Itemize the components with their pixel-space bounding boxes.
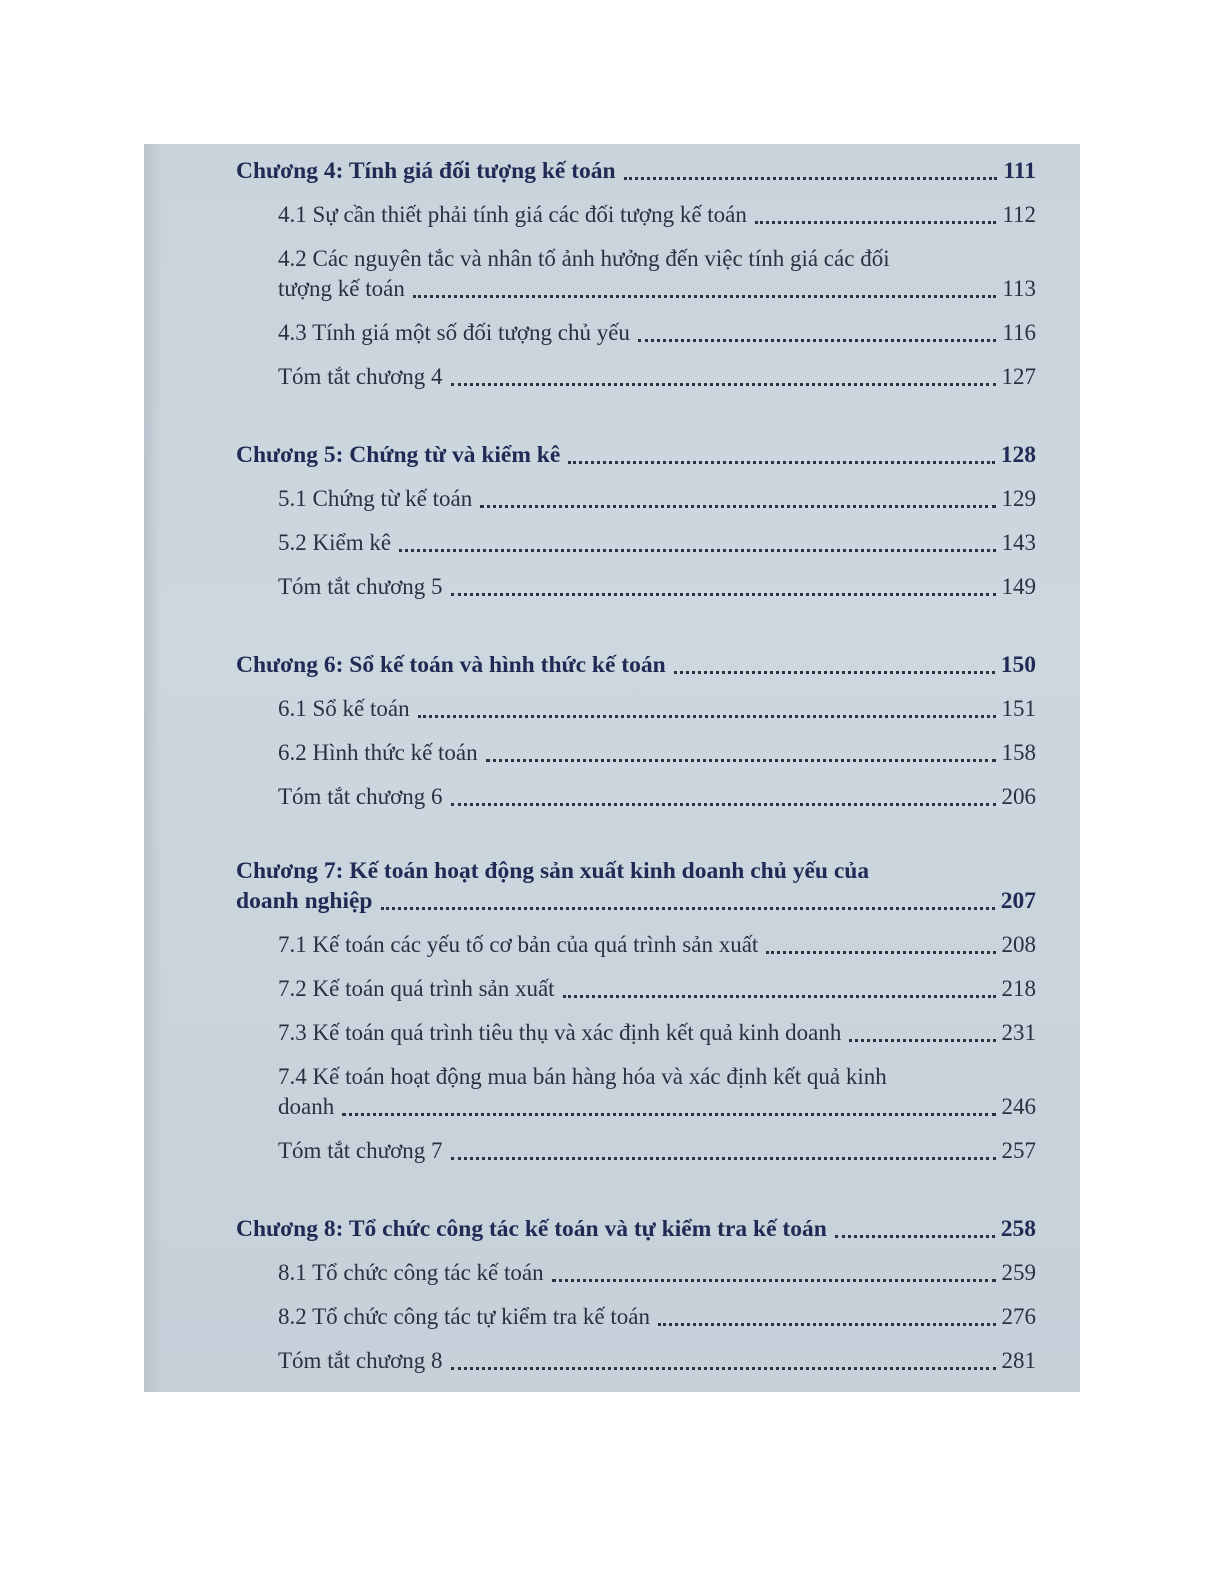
toc-entry-title: 7.1 Kế toán các yếu tố cơ bản của quá trình sản xuất [278,932,759,957]
toc-chapter-5 [236,440,1036,470]
toc-page-number: 112 [1002,202,1036,227]
toc-entry-title: 7.3 Kế toán quá trình tiêu thụ và xác định kết quả kinh doanh [278,1020,842,1045]
toc-chapter-4 [236,156,1036,186]
toc-summary-4 [236,362,1036,392]
toc-entry-title: doanh nghiệp [236,888,373,914]
toc-page-number: 150 [1000,652,1036,678]
leader-dots [480,493,995,508]
leader-dots [486,747,996,762]
toc-section-4-2 [236,244,1036,304]
toc-page-number: 113 [1002,276,1036,301]
toc-entry-title: 4.1 Sự cần thiết phải tính giá các đối tượng kế toán [278,202,747,227]
toc-entry-title: Chương 8: Tổ chức công tác kế toán và tự kiểm tra kế toán [236,1216,827,1242]
toc-entry-title: doanh [278,1094,335,1119]
leader-dots [451,371,996,386]
toc-section-5-1 [236,484,1036,514]
toc-chapter-7 [236,856,1036,916]
toc-entry-title: 5.1 Chứng từ kế toán [278,486,473,511]
leader-dots [451,581,996,596]
toc-page-number: 151 [1001,696,1036,721]
leader-dots [755,209,996,224]
toc-page-number: 111 [1003,158,1036,184]
toc-entry-title: Tóm tắt chương 7 [278,1138,443,1163]
toc-section-4-3 [236,318,1036,348]
leader-dots [638,327,996,342]
toc-entry-title: Chương 5: Chứng từ và kiểm kê [236,442,561,468]
toc-page-number: 207 [1000,888,1036,914]
leader-dots [552,1267,996,1282]
toc-entry-title: Tóm tắt chương 8 [278,1348,443,1373]
toc-entry-line: Chương 7: Kế toán hoạt động sản xuất kinh doanh chủ yếu của [236,858,870,884]
toc-summary-6 [236,782,1036,812]
toc-page-number: 149 [1001,574,1036,599]
toc-entry-line: 4.2 Các nguyên tắc và nhân tố ảnh hưởng đến việc tính giá các đối [278,246,890,271]
toc-section-8-2 [236,1302,1036,1332]
leader-dots [849,1027,995,1042]
leader-dots [381,895,995,910]
toc-entry-line: 7.4 Kế toán hoạt động mua bán hàng hóa và xác định kết quả kinh [278,1064,887,1089]
toc-entry-title: 7.2 Kế toán quá trình sản xuất [278,976,555,1001]
leader-dots [413,283,997,298]
toc-entry-title: Tóm tắt chương 4 [278,364,443,389]
toc-entry-title: tượng kế toán [278,276,405,301]
toc-page-number: 259 [1001,1260,1036,1285]
leader-dots [835,1223,995,1238]
toc-page-number: 276 [1001,1304,1036,1329]
scanned-page [144,144,1080,1392]
toc-summary-8 [236,1346,1036,1376]
toc-page-number: 127 [1001,364,1036,389]
toc-chapter-6 [236,650,1036,680]
toc-entry-title: 8.2 Tổ chức công tác tự kiểm tra kế toán [278,1304,650,1329]
toc-page-number: 258 [1000,1216,1036,1242]
leader-dots [563,983,996,998]
toc-entry-title: Tóm tắt chương 6 [278,784,443,809]
toc-entry-title: 5.2 Kiểm kê [278,530,392,555]
toc-page-number: 158 [1001,740,1036,765]
leader-dots [568,449,994,464]
toc-section-5-2 [236,528,1036,558]
toc-page-number: 246 [1001,1094,1036,1119]
leader-dots [451,791,996,806]
toc-chapter-8 [236,1214,1036,1244]
leader-dots [624,165,998,180]
toc-page-number: 116 [1002,320,1036,345]
toc-summary-5 [236,572,1036,602]
toc-entry-title: 4.3 Tính giá một số đối tượng chủ yếu [278,320,630,345]
toc-entry-title: Chương 6: Sổ kế toán và hình thức kế toán [236,652,666,678]
leader-dots [451,1145,996,1160]
toc-section-8-1 [236,1258,1036,1288]
toc-entry-title: 6.2 Hình thức kế toán [278,740,478,765]
leader-dots [451,1355,996,1370]
leader-dots [399,537,995,552]
toc-page-number: 128 [1000,442,1036,468]
toc-section-6-1 [236,694,1036,724]
toc-section-4-1 [236,200,1036,230]
toc-summary-7 [236,1136,1036,1166]
toc-section-7-2 [236,974,1036,1004]
table-of-contents [236,154,1036,1376]
leader-dots [766,939,995,954]
toc-page-number: 218 [1001,976,1036,1001]
toc-entry-title: Chương 4: Tính giá đối tượng kế toán [236,158,616,184]
toc-page-number: 281 [1001,1348,1036,1373]
toc-entry-title: Tóm tắt chương 5 [278,574,443,599]
toc-page-number: 206 [1001,784,1036,809]
toc-section-7-3 [236,1018,1036,1048]
toc-page-number: 231 [1001,1020,1036,1045]
leader-dots [674,659,995,674]
toc-entry-continuation [236,886,1036,916]
toc-section-7-4 [236,1062,1036,1122]
toc-entry-title: 8.1 Tổ chức công tác kế toán [278,1260,544,1285]
toc-page-number: 129 [1001,486,1036,511]
toc-entry-continuation [278,274,1036,304]
toc-entry-continuation [278,1092,1036,1122]
toc-section-7-1 [236,930,1036,960]
toc-page-number: 208 [1001,932,1036,957]
toc-page-number: 143 [1001,530,1036,555]
leader-dots [658,1311,996,1326]
toc-page-number: 257 [1001,1138,1036,1163]
leader-dots [418,703,996,718]
toc-section-6-2 [236,738,1036,768]
leader-dots [342,1101,995,1116]
toc-entry-title: 6.1 Sổ kế toán [278,696,410,721]
